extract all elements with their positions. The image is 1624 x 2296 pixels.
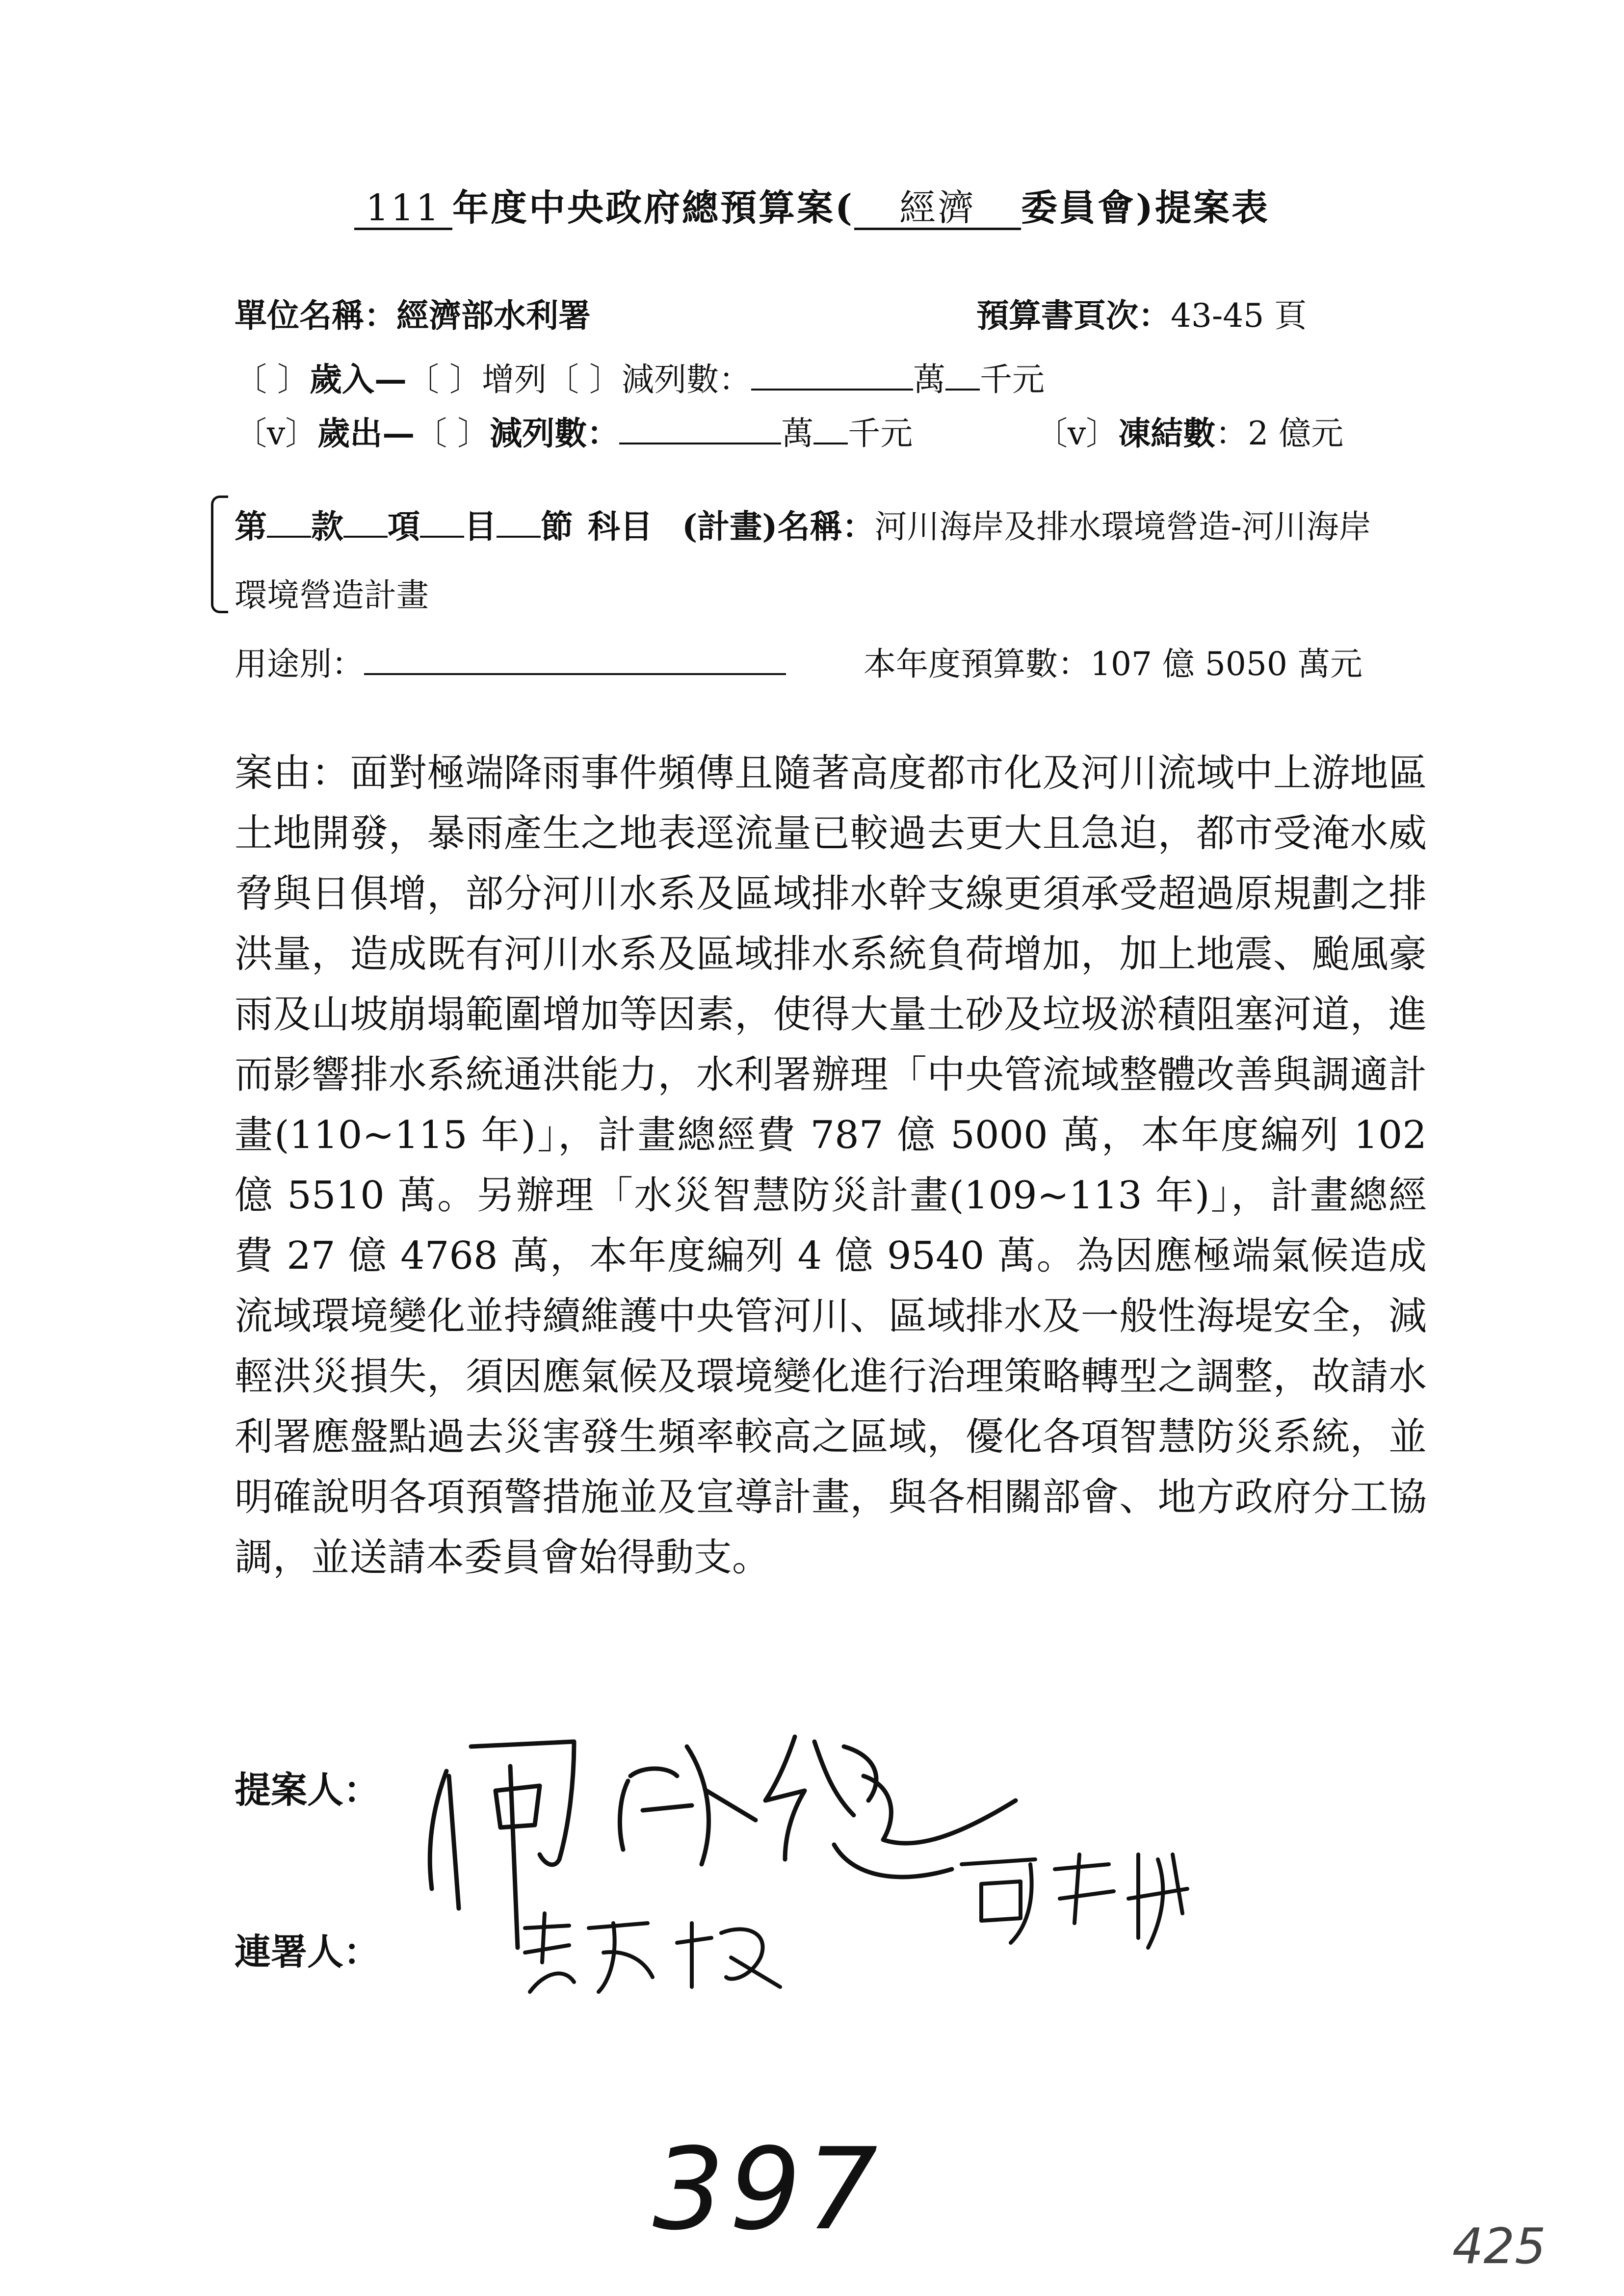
- title-committee: 經濟: [854, 189, 1021, 230]
- budget-label: 本年度預算數：: [864, 645, 1090, 683]
- revenue-unit-thousand: 千元: [979, 361, 1045, 398]
- increase-label: 增列: [481, 361, 547, 398]
- revenue-label: 歲入—: [309, 360, 407, 398]
- proposer-label: 提案人：: [235, 1769, 380, 1811]
- cosigner-label: 連署人：: [235, 1931, 380, 1973]
- expense-thousand-blank: [813, 410, 848, 444]
- cosigner-signature-1: [515, 1904, 810, 2002]
- freeze-checkbox: 〔v〕: [1035, 415, 1119, 452]
- item-blank-1: [267, 503, 311, 538]
- expense-decrease-label: 減列數：: [490, 414, 620, 452]
- item-part-jie: 節: [541, 507, 573, 546]
- decrease-label: 減列數：: [621, 361, 751, 398]
- item-part-mu: 目: [464, 507, 497, 546]
- item-part-kemu: 科目: [588, 507, 653, 546]
- revenue-line: [235, 353, 1045, 400]
- page-ref-value: 43-45 頁: [1171, 297, 1307, 335]
- expense-unit-wan: 萬: [781, 415, 814, 452]
- title-mid: 年度中央政府總預算案(: [452, 187, 854, 229]
- item-name-line2: 環境營造計畫: [235, 576, 429, 614]
- expense-checkbox: 〔v〕: [235, 415, 318, 452]
- unit-value: 經濟部水利署: [396, 296, 591, 335]
- item-blank-4: [497, 503, 541, 538]
- expense-amount-blank: [619, 410, 781, 444]
- item-bracket: [211, 496, 228, 613]
- decrease-checkbox: 〔 〕: [546, 361, 622, 398]
- expense-label: 歲出—: [317, 414, 415, 452]
- budget-row: [864, 638, 1362, 684]
- item-blank-3: [420, 503, 464, 538]
- page-ref-row: [976, 289, 1307, 336]
- page-number: 397: [653, 2124, 883, 2255]
- freeze-value: ：2 億元: [1215, 415, 1344, 452]
- increase-checkbox: 〔 〕: [406, 361, 482, 398]
- item-blank-2: [343, 503, 388, 538]
- item-name-line1: 河川海岸及排水環境營造-河川海岸: [874, 508, 1371, 546]
- title-end: 委員會)提案表: [1021, 187, 1270, 229]
- usage-label: 用途別：: [235, 645, 364, 683]
- usage-line: [235, 638, 786, 684]
- case-body: 案由：面對極端降雨事件頻傳且隨著高度都市化及河川流域中上游地區土地開發，暴雨產生之地表逕流量已較過去更大且急迫，都市受淹水威脅與日俱增，部分河川水系及區域排水幹支線更須承受超過原規劃之排洪量，造成既有河川水系及區域排水系統負荷增加，加上地震、颱風豪雨及山坡崩塌範圍增加等因素，使得大量土砂及垃圾淤積阻塞河道，進而影響排水系統通洪能力，水利署辦理「中央管流域整體改善與調適計畫(110~115 年)」，計畫總經費 787 億 5000 萬，本年度編列 102 億 5510 萬。另辦理「水災智慧防災計畫(109~113 年)」，計畫總經費 27 億 4768 萬，本年度編列 4 億 9540 萬。為因應極端氣候造成流域環境變化並持續維護中央管河川、區域排水及一般性海堤安全，減輕洪災損失，須因應氣候及環境變化進行治理策略轉型之調整，故請水利署應盤點過去災害發生頻率較高之區域，優化各項智慧防災系統，並明確說明各項預警措施並及宣導計畫，與各相關部會、地方政府分工協調，並送請本委員會始得動支。: [235, 751, 1427, 1580]
- usage-blank: [364, 641, 786, 675]
- item-part-di: 第: [235, 507, 267, 546]
- page-ref-label: 預算書頁次：: [976, 296, 1171, 335]
- revenue-checkbox: 〔 〕: [235, 361, 310, 398]
- item-line-2: [235, 569, 429, 616]
- unit-name-row: [235, 289, 591, 336]
- budget-value: 107 億 5050 萬元: [1090, 645, 1362, 683]
- freeze-label: 凍結數: [1118, 414, 1216, 452]
- title-year: 111: [354, 189, 452, 230]
- revenue-amount-blank: [751, 356, 913, 391]
- expense-unit-thousand: 千元: [848, 415, 913, 452]
- item-part-xiang: 項: [388, 507, 420, 546]
- unit-label: 單位名稱：: [235, 296, 396, 335]
- revenue-thousand-blank: [945, 356, 980, 391]
- revenue-unit-wan: 萬: [913, 361, 945, 398]
- item-line-1: [235, 500, 1371, 547]
- corner-number: 425: [1452, 2218, 1546, 2275]
- expense-decrease-checkbox: 〔 〕: [415, 415, 490, 452]
- freeze-row: [1035, 407, 1343, 454]
- item-part-kuan: 款: [311, 507, 343, 546]
- item-part-plan: (計畫)名稱：: [682, 507, 875, 546]
- expense-line: [235, 407, 913, 454]
- cosigner-signature-2: [952, 1845, 1207, 1957]
- page-title: [0, 179, 1624, 231]
